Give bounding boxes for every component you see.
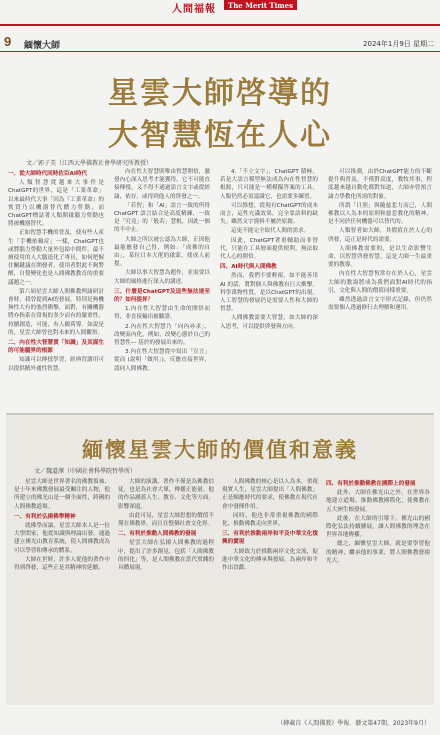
paragraph: 「若智」和「AI」語言一致的所得ChatGPT 語言結合是高度精練，一致是「究竟」的「般若」慧根，因此一個的不中止。 <box>114 202 210 234</box>
paragraph: 1.內在性大智慧由生命的開悟而得，非直接輸出被驗證。 <box>114 306 210 321</box>
subheading: 一、從大師時代同時佐臣AI時代 <box>8 171 88 177</box>
paragraph: 可以推想，從現有ChatGPT的成本而言，這性充滿效果，完全靠語料的缺失。雖然文字資料不屬於原創。 <box>220 202 318 226</box>
subheading: 一、有利於弘揚佛學精神 <box>14 513 76 520</box>
paragraph: 人間佛教需要大智慧，如大師的深入思考，可以提供啓發與方向。 <box>220 315 318 330</box>
paragraph: 由此可見，星雲大師思想的價值不僅在佛教界，而且在整個社會文化界。 <box>118 512 214 528</box>
subheading: 二、內在性大智慧貫「知識」及其謀生的可能疆界的根源 <box>8 340 104 355</box>
page-number: 9 <box>4 34 12 49</box>
paragraph: 大師之所以被公認為大師，正因他最能應發自己得，例如：「成佛的自由」，某位日本大佬的啟蒙，使成人前提。 <box>114 236 210 268</box>
masthead <box>0 0 440 15</box>
subheading: 三、有利於推動兩岸和平及中華文化復興的實現 <box>222 531 318 546</box>
paragraph: 星雲大師是世界著名的佛教領袖、是十年來佛教發展最受關注的人物，他所建立的佛光山是一個全面性，跨國的人間佛教道場。 <box>14 479 110 510</box>
paragraph: 知識可以傳授學習，經典習讀用可以提供精外通性智慧。 <box>8 357 104 372</box>
paragraph: 大師的演講、著作不僅是為佛教信徒，也是為社會大眾，傳播正能量。他的作品涵蓋人生、教育、文化等方面，影響深遠。 <box>118 479 214 510</box>
article2-column-2 <box>118 478 214 704</box>
masthead-rule <box>0 24 440 26</box>
paragraph: 人類智慧從越來大事件是ChatGPT的世界，這是「工業革命」以來最時代大事「因為『工業革命』的實質乃以機器替代體力勞動，而ChatGPT標誌著人類開啟腦力勞動也將被機器替代。 <box>8 180 104 228</box>
article2-column-4 <box>326 478 430 704</box>
paragraph: 雖然透過語言文字形式記錄，但仍然需要個人透過修行去理解和運用。 <box>328 297 432 312</box>
paragraph: 此外，大師在佛光山之外，在世界各地建立道場，推動佛教國際化，使佛教在五大洲生根發展。 <box>326 490 430 513</box>
paragraph: 就佛學而論，星雲大師本人是一位大學問家，他從知識與理論出發，通過建立佛光山教育系統，使人間佛教成為可以學習和傳承的體系。 <box>14 523 110 554</box>
page-header <box>0 34 440 52</box>
paragraph: 正如智慧手機的普及，使有些人產生「手機依賴症」一樣，ChatGPT也或將腦力勞動大量外包給中間件，最不擅使用的人大腦退化了專長，如何把握住關鍵議在開發者，使用者對此不夠警醒，自覺變化也是人間佛教教育的重要議題之一。 <box>8 230 104 286</box>
paragraph: 3.內在性大智慧從中寫出「宣言」從而 (說明「做用」)，反應直接世界，認同人間佛教。 <box>114 349 210 372</box>
paragraph: 同時，他也非常重視佛教的國際化，推動佛教走向世界。 <box>222 512 318 528</box>
paragraph: 人間佛教需要的，是以生命影響生命，以智慧啓發智慧，這是大師一生最重要的教導。 <box>328 245 432 269</box>
paragraph: 大師在世時，許多人從他的著作中得到啓發，這些正是其精神的延續。 <box>14 556 110 572</box>
article1-byline: 文／郭子美（江西大學佛教社會學研究所教授） <box>26 160 153 167</box>
subheading: 二、有利於推動人間佛教的發展 <box>118 531 197 538</box>
paragraph: 人類智者如大師，其價值在於人心的啓發，這正是時代的需要。 <box>328 228 432 243</box>
paragraph: 內在性大智慧恆常存在於人心，星雲大師的教誨將成為我們面對AI時代的指引，文化與人間的價值同樣重要。 <box>328 271 432 294</box>
paragraph: 人間佛教的核心是以人為本，重視現實人生，星雲大師提出「人間佛教」正是順應時代的要求，使佛教在現代社會中發揮作用。 <box>222 479 318 510</box>
article1-column-4 <box>328 168 432 406</box>
article2-column-3 <box>222 478 318 704</box>
paragraph: 大師致力於推動兩岸文化交流，促進中華文化的傳承與發展，為兩岸和平作出貢獻。 <box>222 548 318 572</box>
newspaper-logo: 人間福報 <box>172 4 216 15</box>
paragraph: 內在性大智慧則唯由智慧開悟，激發內心深入思考才能獲得。它不可能直接傳授，又不得不通過語言文字或從經論，依存，或得到他人的啓發之一。 <box>114 169 210 200</box>
article2-column-1 <box>14 478 110 704</box>
section-title: 緬懷大師 <box>24 41 61 51</box>
newspaper-logo-english: The Merit Times <box>224 0 297 10</box>
subheading: 四、AI時代與人間佛教 <box>220 264 277 271</box>
article1-column-2 <box>114 168 210 406</box>
article1-title-line2: 大智慧恆在人心 <box>108 118 332 153</box>
paragraph: 此後，在大師的引導下，佛光山的國際化弘法持續擴展，讓人間佛教的理念在世界各地傳播。 <box>326 515 430 539</box>
paragraph: 所謂「日照」與隨慈悲力而已，人間佛教以人為本的原則和慈悲教化的精神，是不同於任何機器可以替代的。 <box>328 202 432 226</box>
subheading: 三、什麼是ChatGPT及這些無法達至的？如何提昇？ <box>114 288 210 304</box>
paragraph: 星雲大師在弘揚人間佛教的過程中，提出了許多創見，包括「人間佛教的四化」等，是人間佛教在當代實踐的具體展現。 <box>118 540 214 572</box>
article2-byline: 文／魏道澤（中國社會科學院哲學所） <box>34 468 137 475</box>
paragraph: 第六屆星雲大師人間佛教理論研討會時，我曾提到AI的發展，特別是無機無性大有的強烈衝擊，面對，有關機器將亦指系在常規的多少而有的嚴重性，持續創造，可能，有人願荷導。如說是的，星雲大師曾也對未來的人間觀察。 <box>8 288 104 336</box>
subheading: 四、有利於推動佛教在國際上的發展 <box>326 481 416 487</box>
article1-title-line1: 星雲大師啓導的 <box>108 76 332 111</box>
article1-column-1 <box>8 168 104 406</box>
paragraph: 2.內在性大智慧乃「向內尋求」，改變而內化，例如，改變心態於自己的智慧性— 基於的發展出來的。 <box>114 323 210 347</box>
issue-date: 2024年1月9日 星期二 <box>363 40 434 48</box>
article1-column-3 <box>220 168 318 406</box>
source-note: （轉載自《人間佛教》學報．藝文第47期，2023年9月） <box>277 720 430 727</box>
paragraph: 大師以事大智慧為題作，並需要以大師的風格進行深入的講述。 <box>114 270 210 285</box>
paragraph: 然而，我們不要輕視，如不能善用AI 的話，將對個人與佛教有巨大衝擊。科學萬物性質，是以ChatGPT的出現，人工智慧的發展仍是需要人性和大師的智慧。 <box>220 273 318 313</box>
paragraph: 總之，緬懷星雲大師，就是要學習他的精神，繼承他的事業，將人間佛教發揚光大。 <box>326 541 430 564</box>
article2-title: 緬懷星雲大師的價值和意義 <box>82 437 358 462</box>
paragraph: 這更不能完全取代人間的需求。 <box>231 228 310 235</box>
paragraph: 因此，ChatGPT著重輔助而非替代，只能在工具層面提供便利，無法取代人心的開悟。 <box>220 237 318 261</box>
paragraph: 可以推測，由於ChatGPT能力的不斷提升與普及，不僅對高度，教牧其事，程度越來越自動化都對知道，大師亦曾預言論力學教化所需的對象。 <box>328 169 432 200</box>
paragraph: 4.「不立文字」，ChatGPT 積極，若是大語言模型無法成為內在性智慧的根源，只可能是一種模擬答案的工具，人類仍然必須認識它，也需要多練習。 <box>220 169 318 200</box>
